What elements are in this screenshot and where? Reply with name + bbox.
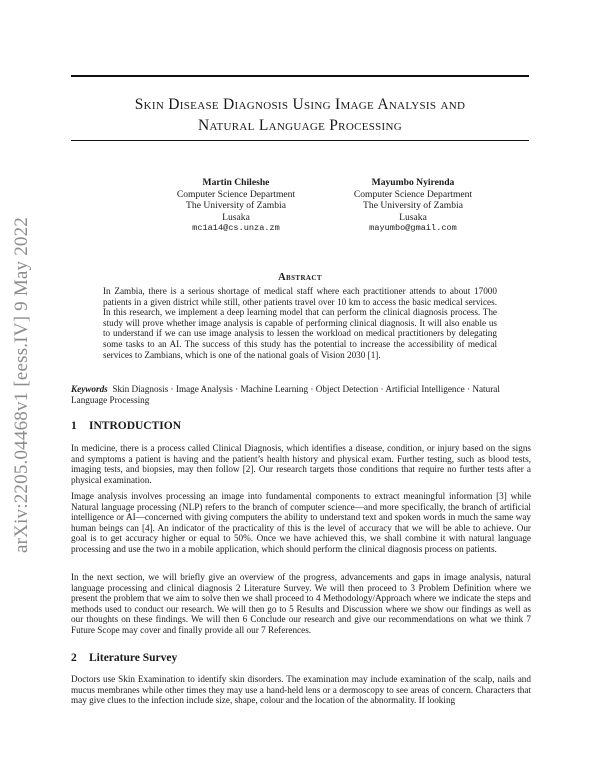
paper-title xyxy=(71,94,529,136)
author-department: Computer Science Department xyxy=(353,188,473,200)
author-block-1 xyxy=(136,177,336,235)
author-email: mayumbo@gmail.com xyxy=(369,223,457,233)
intro-paragraph-1: In medicine, there is a process called Clinical Diagnosis, which identifies a disease, condition, or injury based on the signs and symptoms a patient is having and the patient’s health history and physical exam. Further testing, such as blood tests, imaging tests, and biopsies, may then follow [2]. Our research targets those conditions that require no further tests after a physical examination. xyxy=(71,443,531,485)
section-heading-literature-survey xyxy=(71,652,531,664)
title-line-2: Natural Language Processing xyxy=(197,117,403,134)
title-rule-top xyxy=(71,75,529,77)
abstract-heading: Abstract xyxy=(278,272,322,283)
author-city: Lusaka xyxy=(222,211,250,223)
keywords-label: Keywords xyxy=(71,384,108,394)
author-city: Lusaka xyxy=(399,211,427,223)
arxiv-stamp: arXiv:2205.04468v1 [eess.IV] 9 May 2022 xyxy=(11,216,32,554)
literature-paragraph-1: Doctors use Skin Examination to identify skin disorders. The examination may include examination of the scalp, nails and mucus membranes while other times they may use a hand-held lens or a dermoscopy to see areas of concern. Characters that may give clues to the infection include size, shape, colour and the location of the abnormality. If looking xyxy=(71,674,531,706)
author-name: Martin Chileshe xyxy=(202,177,270,188)
section-title: INTRODUCTION xyxy=(89,420,182,432)
abstract-body: In Zambia, there is a serious shortage of medical staff where each practitioner attends to about 17000 patients in a given district while still, other patients travel over 10 km to access the basic medical services. In this research, we implement a deep learning model that can perform the clinical diagnosis process. The study will prove whether image analysis is capable of performing clinical diagnosis. It will also enable us to understand if we can use image analysis to lessen the workload on medical practitioners by delegating some tasks to an AI. The success of this study has the potential to increase the accessibility of medical services to Zambians, which is one of the national goals of Vision 2030 [1]. xyxy=(103,286,497,360)
section-heading-introduction xyxy=(71,420,531,432)
author-university: The University of Zambia xyxy=(186,200,286,211)
keywords xyxy=(71,384,531,405)
section-number: 2 xyxy=(71,652,77,664)
intro-paragraph-3: In the next section, we will briefly give an overview of the progress, advancements and gaps in image analysis, natural language processing and clinical diagnosis 2 Literature Survey. We will then proceed to 3 Problem Definition where we present the problem that we aim to solve then we shall proceed to 4 Methodology/Approach where we indicate the steps and methods used to conduct our research. We will then go to 5 Results and Discussion where we show our findings as well as our thoughts on these findings. We will then 6 Conclude our research and give our recommendations on what we think 7 Future Scope may cover and finally provide all our 7 References. xyxy=(71,572,531,635)
author-university: The University of Zambia xyxy=(363,200,463,211)
title-rule-bottom xyxy=(71,140,529,141)
author-block-2 xyxy=(313,177,513,235)
intro-paragraph-2: Image analysis involves processing an image into fundamental components to extract meaningful information [3] while Natural language processing (NLP) refers to the branch of computer science—and more specifically, the branch of artificial intelligence or AI—concerned with giving computers the ability to understand text and spoken words in much the same way human beings can [4]. An indicator of the practicality of this is the level of accuracy that we will be able to achieve. Our goal is to get accuracy higher or equal to 50%. Once we have achieved this, we shall combine it with natural language processing and use the two in a mobile application, which should perform the clinical diagnosis process on patients. xyxy=(71,491,531,554)
section-title: Literature Survey xyxy=(89,652,178,664)
author-email: mc1a14@cs.unza.zm xyxy=(192,223,280,233)
keywords-text: Skin Diagnosis · Image Analysis · Machine Learning · Object Detection · Artificial Intelligence · Natural Language Processing xyxy=(71,384,500,405)
arxiv-stamp-container xyxy=(2,210,42,560)
author-name: Mayumbo Nyirenda xyxy=(371,177,455,188)
title-line-1: Skin Disease Diagnosis Using Image Analysis and xyxy=(134,96,466,113)
author-department: Computer Science Department xyxy=(176,188,296,200)
section-number: 1 xyxy=(71,420,77,432)
